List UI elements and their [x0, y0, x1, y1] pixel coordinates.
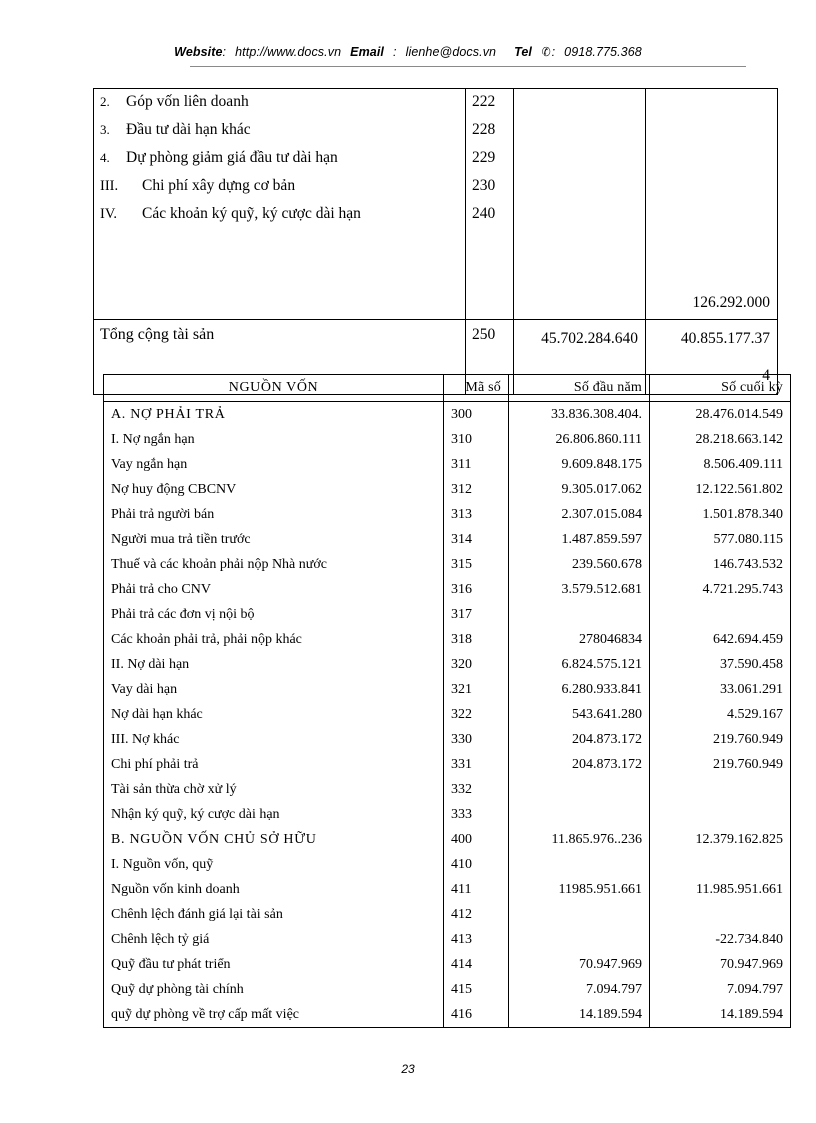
row-opening-value: 6.280.933.841 [509, 677, 650, 702]
row-label: Quỹ đầu tư phát triển [104, 952, 444, 977]
row-opening-value: 9.609.848.175 [509, 452, 650, 477]
assets-code-value: 230 [472, 177, 496, 194]
assets-code-value: 222 [472, 93, 496, 110]
website-label: Website [174, 45, 223, 59]
row-label: Nguồn vốn kinh doanh [104, 877, 444, 902]
assets-total-opening: 45.702.284.640 [541, 330, 638, 347]
table-row [104, 952, 791, 977]
row-opening-value: 543.641.280 [509, 702, 650, 727]
row-opening-value: 7.094.797 [509, 977, 650, 1002]
assets-codes-cell [466, 89, 514, 320]
row-code: 318 [444, 627, 509, 652]
row-code: 310 [444, 427, 509, 452]
table-row [104, 552, 791, 577]
tel-number: 0918.775.368 [564, 45, 642, 59]
header-divider [190, 66, 746, 67]
capital-table-body [104, 402, 791, 1028]
assets-total-label: Tổng cộng tài sản [100, 326, 215, 343]
row-label: Vay ngắn hạn [104, 452, 444, 477]
row-code: 411 [444, 877, 509, 902]
row-opening-value: 204.873.172 [509, 752, 650, 777]
row-opening-value: 3.579.512.681 [509, 577, 650, 602]
row-closing-value [650, 777, 791, 802]
assets-code [472, 93, 513, 121]
row-label: A. NỢ PHẢI TRẢ [104, 402, 444, 428]
row-code: 416 [444, 1002, 509, 1028]
tel-label: Tel [514, 45, 533, 59]
row-label: Phải trả các đơn vị nội bộ [104, 602, 444, 627]
row-opening-value: 26.806.860.111 [509, 427, 650, 452]
row-label: Phải trả người bán [104, 502, 444, 527]
row-closing-value [650, 602, 791, 627]
row-label: Vay dài hạn [104, 677, 444, 702]
row-closing-value: 33.061.291 [650, 677, 791, 702]
row-opening-value: 14.189.594 [509, 1002, 650, 1028]
row-opening-value: 70.947.969 [509, 952, 650, 977]
table-row [104, 827, 791, 852]
row-label: III. Nợ khác [104, 727, 444, 752]
row-label: Chênh lệch tỷ giá [104, 927, 444, 952]
table-row [104, 502, 791, 527]
row-opening-value: 9.305.017.062 [509, 477, 650, 502]
row-closing-value: 11.985.951.661 [650, 877, 791, 902]
table-row [104, 902, 791, 927]
table-row [104, 852, 791, 877]
assets-row-label: Đầu tư dài hạn khác [126, 121, 251, 138]
table-row [104, 477, 791, 502]
table-row [104, 577, 791, 602]
row-label: Phải trả cho CNV [104, 577, 444, 602]
row-closing-value: 28.476.014.549 [650, 402, 791, 428]
row-code: 414 [444, 952, 509, 977]
column-header-code: Mã số [444, 375, 509, 402]
assets-row-number: III. [100, 178, 119, 194]
table-row [104, 452, 791, 477]
table-row [104, 602, 791, 627]
row-label: Chênh lệch đánh giá lại tài sản [104, 902, 444, 927]
row-opening-value: 1.487.859.597 [509, 527, 650, 552]
assets-total-code: 250 [472, 326, 496, 343]
row-closing-value: 642.694.459 [650, 627, 791, 652]
row-code: 315 [444, 552, 509, 577]
assets-row-label: Dự phòng giảm giá đầu tư dài hạn [126, 149, 338, 166]
row-opening-value [509, 777, 650, 802]
table-row [104, 1002, 791, 1028]
row-closing-value: 12.379.162.825 [650, 827, 791, 852]
assets-row [100, 121, 465, 149]
row-closing-value: 219.760.949 [650, 727, 791, 752]
assets-code-value: 240 [472, 205, 496, 222]
row-code: 332 [444, 777, 509, 802]
row-closing-value: 1.501.878.340 [650, 502, 791, 527]
row-label: Tài sản thừa chờ xử lý [104, 777, 444, 802]
table-row [104, 977, 791, 1002]
row-label: I. Nguồn vốn, quỹ [104, 852, 444, 877]
assets-row-number: IV. [100, 206, 118, 222]
row-closing-value: -22.734.840 [650, 927, 791, 952]
capital-sources-table [103, 374, 791, 1028]
row-code: 311 [444, 452, 509, 477]
table-row [104, 752, 791, 777]
row-closing-value [650, 802, 791, 827]
email-separator: : [393, 45, 397, 59]
row-closing-value: 37.590.458 [650, 652, 791, 677]
assets-total-closing-wrap: 4 [762, 367, 770, 384]
row-opening-value: 11.865.976..236 [509, 827, 650, 852]
table-row [104, 877, 791, 902]
row-closing-value: 28.218.663.142 [650, 427, 791, 452]
row-label: Nợ huy động CBCNV [104, 477, 444, 502]
table-row [104, 627, 791, 652]
row-closing-value: 219.760.949 [650, 752, 791, 777]
website-url: http://www.docs.vn [235, 45, 342, 59]
row-label: Quỹ dự phòng tài chính [104, 977, 444, 1002]
row-closing-value: 577.080.115 [650, 527, 791, 552]
row-closing-value: 14.189.594 [650, 1002, 791, 1028]
assets-row [100, 149, 465, 177]
table-row [104, 427, 791, 452]
row-label: Nợ dài hạn khác [104, 702, 444, 727]
assets-row-number: 4. [100, 150, 110, 165]
assets-total-closing: 40.855.177.37 [680, 330, 770, 347]
row-label: Nhận ký quỹ, ký cược dài hạn [104, 802, 444, 827]
row-opening-value: 204.873.172 [509, 727, 650, 752]
row-opening-value: 6.824.575.121 [509, 652, 650, 677]
table-row [104, 677, 791, 702]
row-code: 313 [444, 502, 509, 527]
row-code: 330 [444, 727, 509, 752]
row-code: 320 [444, 652, 509, 677]
row-code: 413 [444, 927, 509, 952]
assets-closing-cell [646, 89, 778, 320]
table-row [104, 727, 791, 752]
assets-code [472, 121, 513, 149]
row-label: Các khoản phải trả, phải nộp khác [104, 627, 444, 652]
row-label: quỹ dự phòng về trợ cấp mất việc [104, 1002, 444, 1028]
row-closing-value: 70.947.969 [650, 952, 791, 977]
assets-row-label: Chi phí xây dựng cơ bản [142, 177, 296, 194]
assets-row-label: Góp vốn liên doanh [126, 93, 249, 110]
row-code: 314 [444, 527, 509, 552]
assets-names-cell [94, 89, 466, 320]
assets-code-value: 228 [472, 121, 496, 138]
column-header-opening: Số đầu năm [509, 375, 650, 402]
row-code: 331 [444, 752, 509, 777]
row-opening-value: 278046834 [509, 627, 650, 652]
capital-header-row [104, 375, 791, 402]
row-opening-value [509, 927, 650, 952]
document-header [0, 44, 816, 59]
row-opening-value [509, 602, 650, 627]
row-closing-value: 8.506.409.111 [650, 452, 791, 477]
row-opening-value [509, 852, 650, 877]
row-closing-value: 7.094.797 [650, 977, 791, 1002]
row-label: Thuế và các khoản phải nộp Nhà nước [104, 552, 444, 577]
table-row [104, 802, 791, 827]
row-opening-value: 239.560.678 [509, 552, 650, 577]
assets-code [472, 177, 513, 205]
telephone-icon: ✆ [541, 45, 551, 59]
row-opening-value: 2.307.015.084 [509, 502, 650, 527]
assets-code [472, 149, 513, 177]
assets-table [93, 88, 778, 395]
row-code: 400 [444, 827, 509, 852]
row-code: 316 [444, 577, 509, 602]
row-code: 317 [444, 602, 509, 627]
row-code: 312 [444, 477, 509, 502]
assets-code-value: 229 [472, 149, 496, 166]
row-closing-value: 146.743.532 [650, 552, 791, 577]
row-label: II. Nợ dài hạn [104, 652, 444, 677]
row-label: Chi phí phải trả [104, 752, 444, 777]
assets-row-label: Các khoản ký quỹ, ký cược dài hạn [142, 205, 361, 222]
row-code: 322 [444, 702, 509, 727]
row-label: B. NGUỒN VỐN CHỦ SỞ HỮU [104, 827, 444, 852]
table-row [104, 927, 791, 952]
assets-row [100, 93, 465, 121]
row-closing-value: 12.122.561.802 [650, 477, 791, 502]
row-closing-value [650, 902, 791, 927]
assets-code [472, 205, 513, 233]
table-row [104, 527, 791, 552]
row-opening-value [509, 902, 650, 927]
assets-row-number: 3. [100, 122, 110, 137]
row-code: 300 [444, 402, 509, 428]
email-label: Email [350, 45, 384, 59]
assets-dangling-closing-value: 126.292.000 [692, 294, 770, 311]
table-row [104, 402, 791, 428]
row-code: 410 [444, 852, 509, 877]
assets-row-number: 2. [100, 94, 110, 109]
assets-opening-cell [514, 89, 646, 320]
row-opening-value: 33.836.308.404. [509, 402, 650, 428]
row-code: 412 [444, 902, 509, 927]
row-code: 415 [444, 977, 509, 1002]
assets-row [100, 177, 465, 205]
row-label: Người mua trả tiền trước [104, 527, 444, 552]
table-row [104, 652, 791, 677]
row-label: I. Nợ ngắn hạn [104, 427, 444, 452]
assets-row [100, 205, 465, 233]
table-row [104, 777, 791, 802]
email-address: lienhe@docs.vn [405, 45, 497, 59]
tel-separator: : [551, 45, 556, 59]
column-header-name: NGUỒN VỐN [104, 375, 444, 402]
table-row [104, 702, 791, 727]
row-closing-value: 4.721.295.743 [650, 577, 791, 602]
row-code: 333 [444, 802, 509, 827]
column-header-closing: Số cuối kỳ [650, 375, 791, 402]
page-number: 23 [401, 1062, 415, 1076]
row-closing-value: 4.529.167 [650, 702, 791, 727]
row-opening-value [509, 802, 650, 827]
website-separator: : [222, 45, 227, 59]
row-closing-value [650, 852, 791, 877]
row-code: 321 [444, 677, 509, 702]
row-opening-value: 11985.951.661 [509, 877, 650, 902]
